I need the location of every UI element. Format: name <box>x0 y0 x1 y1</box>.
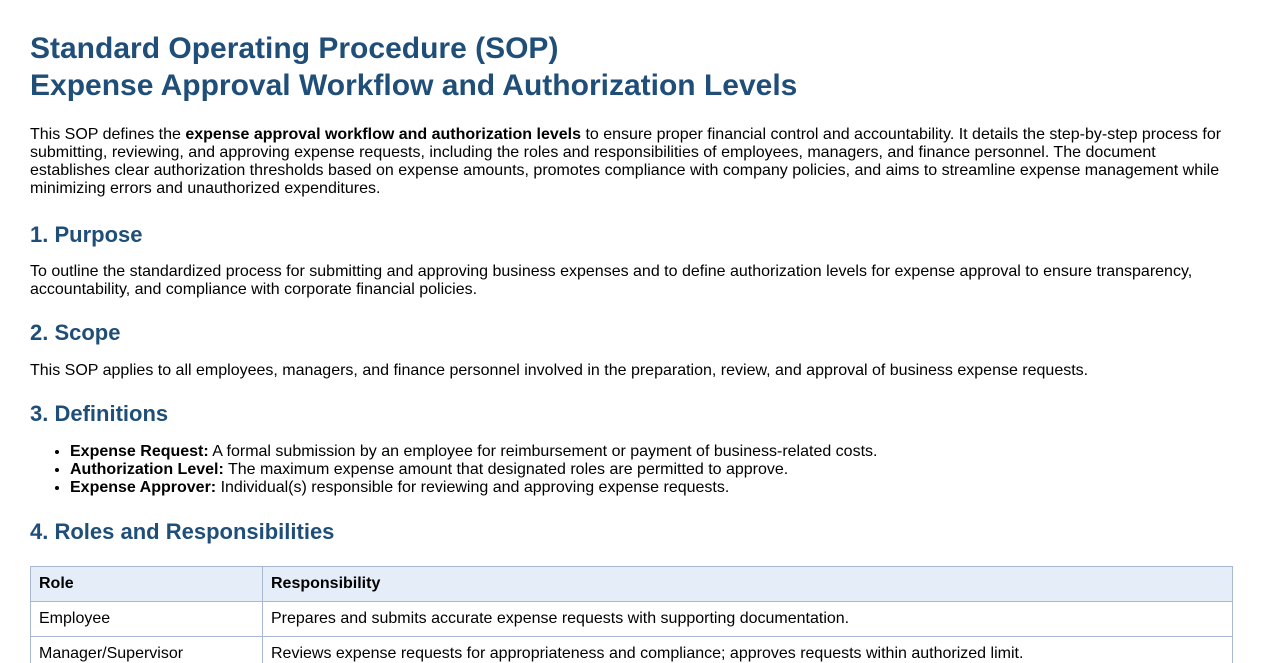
roles-heading: 4. Roles and Responsibilities <box>30 519 335 544</box>
title-line-1: Standard Operating Procedure (SOP) <box>30 32 559 65</box>
definitions-list <box>30 443 1233 497</box>
column-header-responsibility: Responsibility <box>263 567 1233 602</box>
role-cell: Manager/Supervisor <box>31 637 263 663</box>
definition-term: Expense Approver: <box>70 479 217 496</box>
definition-item <box>70 461 1233 479</box>
definition-text: Individual(s) responsible for reviewing and approving expense requests. <box>216 479 730 496</box>
intro-text-before: This SOP defines the <box>30 126 186 143</box>
definition-text: The maximum expense amount that designated roles are permitted to approve. <box>223 461 789 478</box>
definition-term: Expense Request: <box>70 443 209 460</box>
intro-text-after: to ensure proper financial control and accountability. It details the step-by-step process for submitting, reviewing, and approving expense requests, including the roles and responsibilities of employees, managers, and finance personnel. The document establishes clear authorization thresholds based on expense amounts, promotes compliance with company policies, and aims to streamline expense management while minimizing errors and unauthorized expenditures. <box>30 126 1222 197</box>
table-row <box>31 637 1233 663</box>
intro-text-bold: expense approval workflow and authorization levels <box>185 126 581 143</box>
purpose-text: To outline the standardized process for submitting and approving business expenses and to define authorization levels for expense approval to ensure transparency, accountability, and compliance with corporate financial policies. <box>30 263 1193 298</box>
definition-text: A formal submission by an employee for reimbursement or payment of business-related costs. <box>208 443 878 460</box>
scope-text: This SOP applies to all employees, managers, and finance personnel involved in the preparation, review, and approval of business expense requests. <box>30 362 1089 379</box>
definition-item <box>70 443 1233 461</box>
document-title <box>30 30 1233 104</box>
definitions-heading: 3. Definitions <box>30 401 169 426</box>
roles-table <box>30 566 1233 663</box>
role-cell: Employee <box>31 602 263 637</box>
definition-item <box>70 479 1233 497</box>
intro-paragraph <box>30 126 1233 198</box>
title-line-2: Expense Approval Workflow and Authorization Levels <box>30 69 798 102</box>
responsibility-cell: Reviews expense requests for appropriateness and compliance; approves requests within authorized limit. <box>263 637 1233 663</box>
table-header-row <box>31 567 1233 602</box>
definition-term: Authorization Level: <box>70 461 224 478</box>
column-header-role: Role <box>31 567 263 602</box>
responsibility-cell: Prepares and submits accurate expense requests with supporting documentation. <box>263 602 1233 637</box>
purpose-heading: 1. Purpose <box>30 222 143 247</box>
scope-heading: 2. Scope <box>30 320 121 345</box>
table-row <box>31 602 1233 637</box>
